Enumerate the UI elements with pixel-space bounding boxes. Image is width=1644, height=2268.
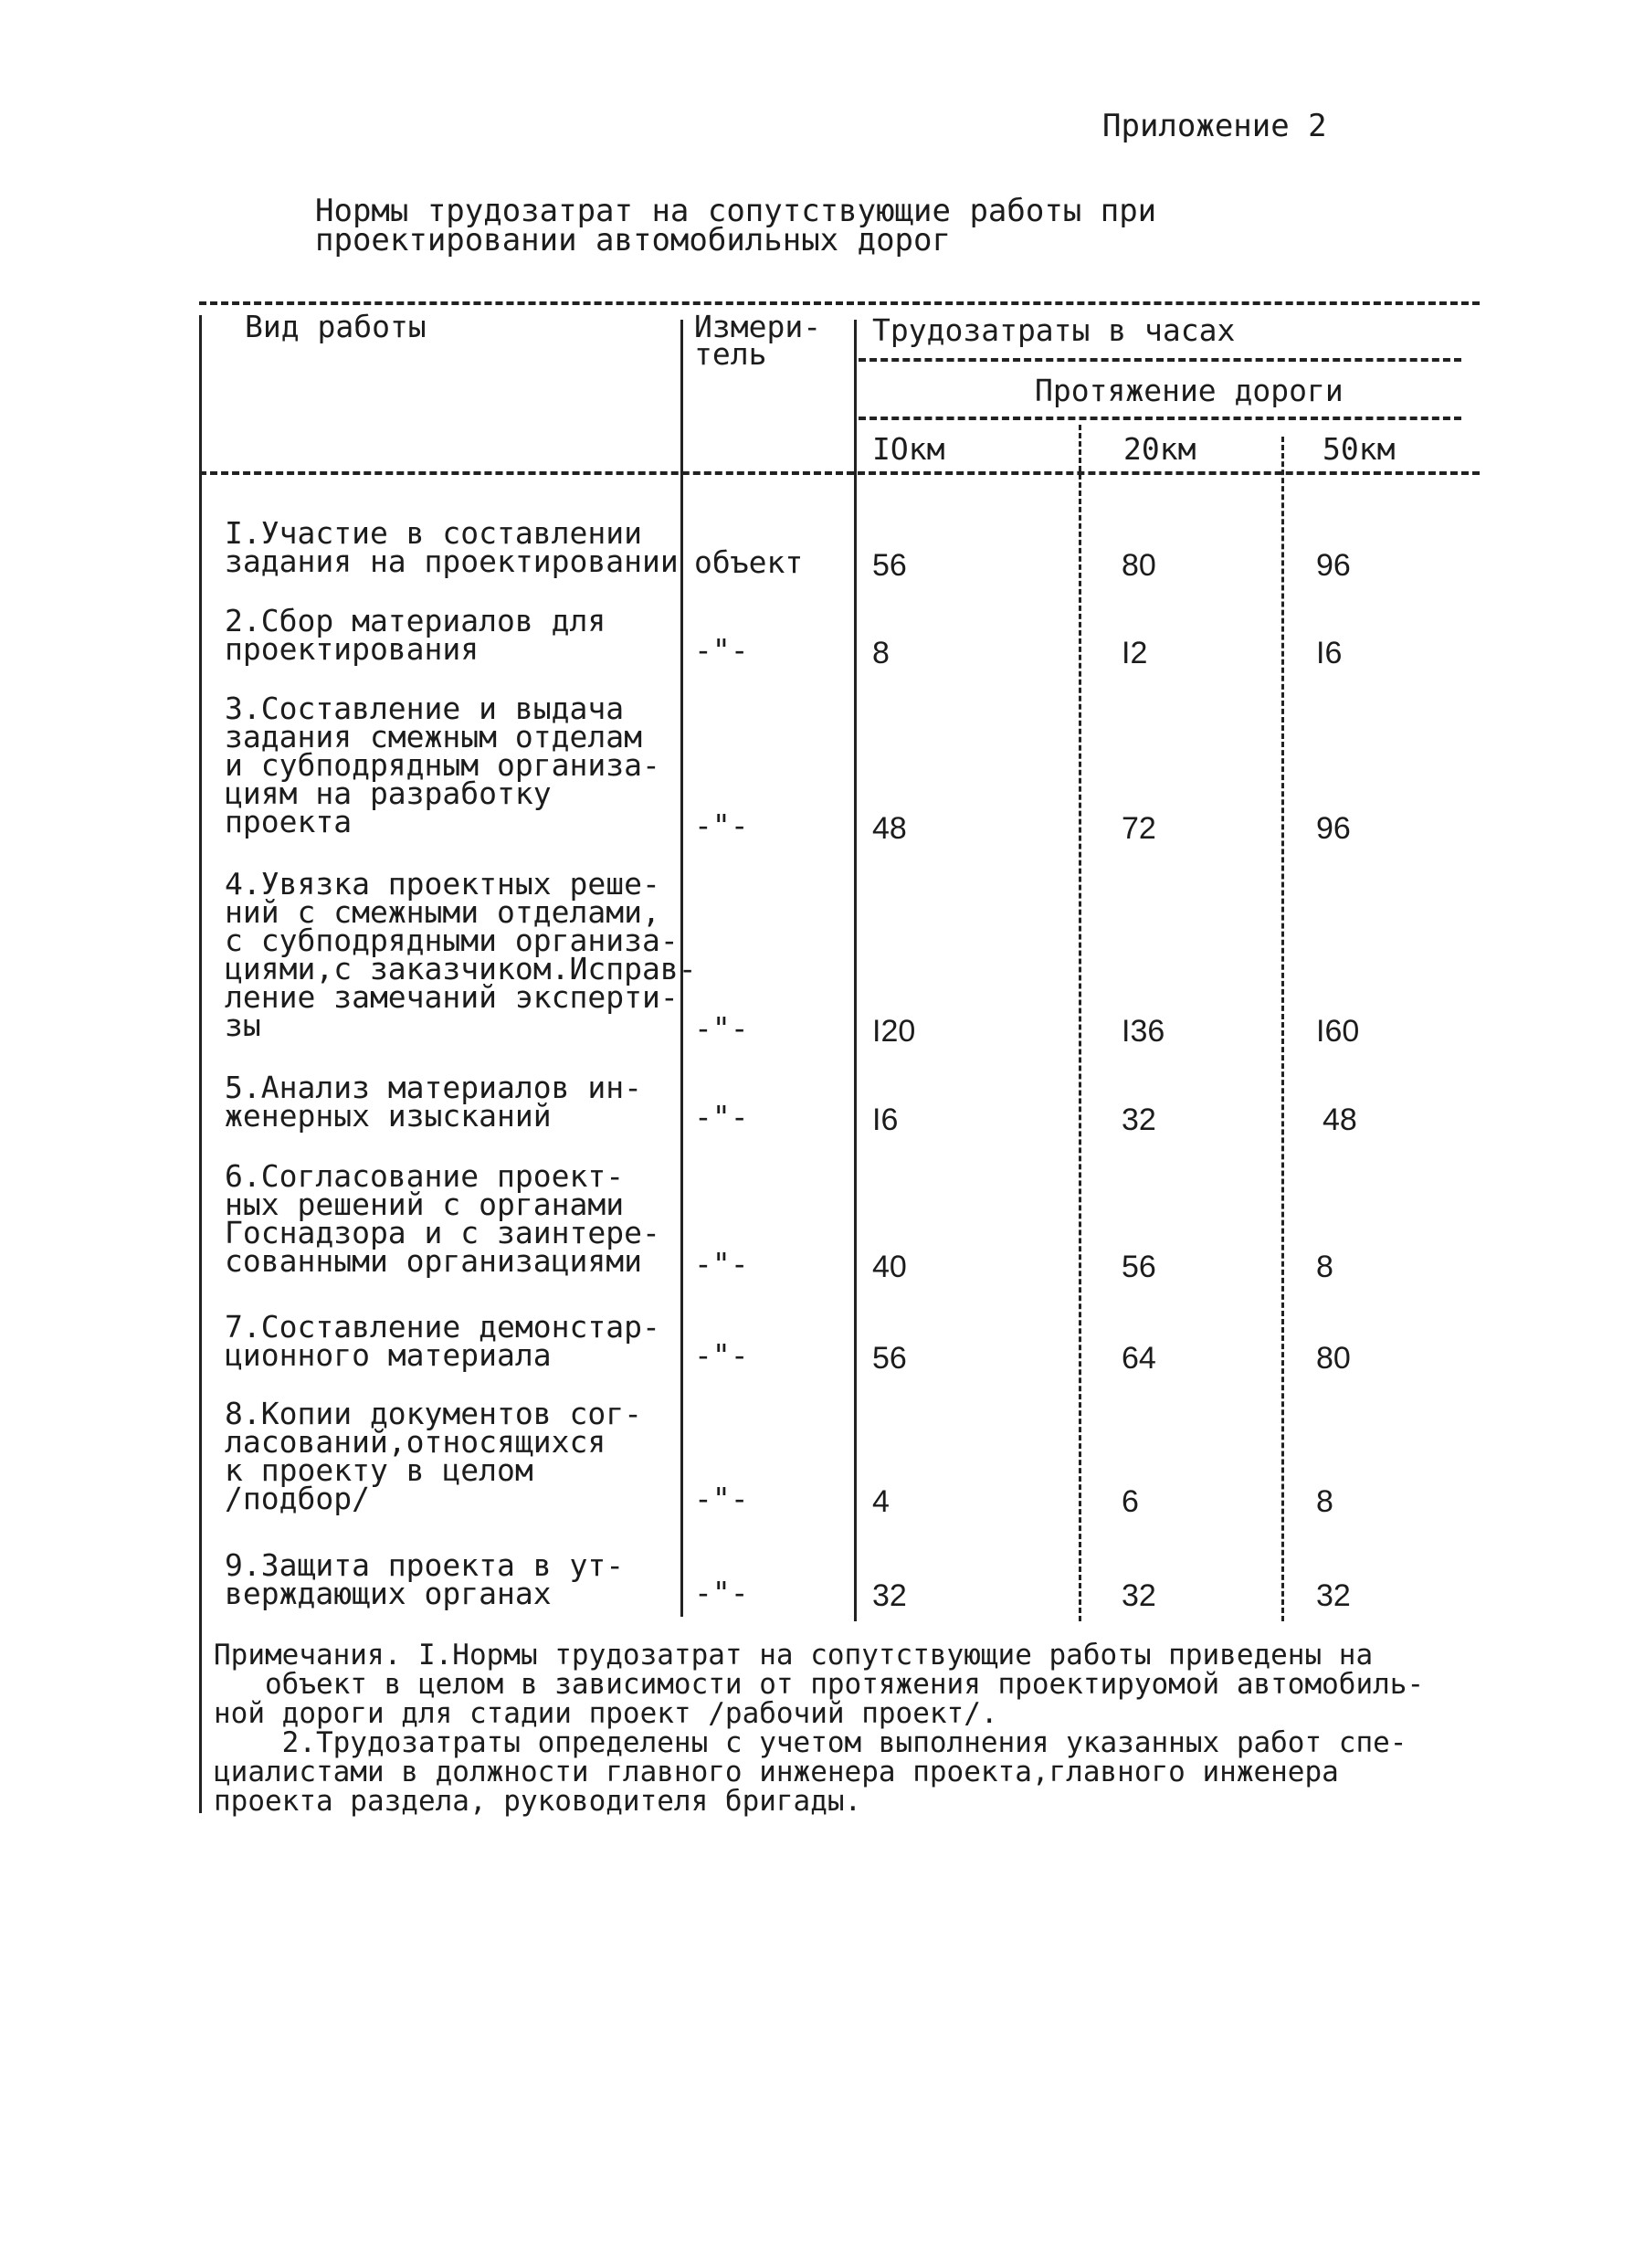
value-10km: 4 bbox=[872, 1484, 890, 1519]
header-col-10km: IOкм bbox=[872, 431, 945, 467]
value-10km: 32 bbox=[872, 1578, 907, 1613]
col-20km-divider bbox=[1079, 425, 1081, 1621]
work-type-cell: 6.Согласование проект- ных решений с органами Госнадзора и с заинтере- сованными организациями bbox=[225, 1158, 660, 1279]
value-50km: 8 bbox=[1316, 1250, 1333, 1284]
value-20km: 80 bbox=[1122, 548, 1156, 583]
unit-cell: -"- bbox=[694, 632, 749, 668]
value-10km: I6 bbox=[872, 1102, 899, 1137]
unit-cell: -"- bbox=[694, 1337, 749, 1373]
col-50km-divider bbox=[1281, 437, 1284, 1621]
unit-cell: -"- bbox=[694, 1099, 749, 1134]
value-10km: 8 bbox=[872, 636, 890, 670]
left-border bbox=[199, 315, 202, 1813]
value-10km: I20 bbox=[872, 1014, 916, 1049]
value-50km: 8 bbox=[1316, 1484, 1333, 1519]
labor-hours-rule bbox=[859, 358, 1461, 362]
value-20km: 72 bbox=[1122, 811, 1156, 846]
unit-cell: -"- bbox=[694, 1575, 749, 1610]
header-unit: Измери- тель bbox=[694, 309, 822, 372]
value-50km: 48 bbox=[1323, 1102, 1357, 1137]
unit-cell: -"- bbox=[694, 1246, 749, 1282]
work-type-cell: 5.Анализ материалов ин- женерных изысканий bbox=[225, 1070, 642, 1134]
unit-cell: -"- bbox=[694, 1481, 749, 1516]
road-length-rule bbox=[859, 417, 1461, 420]
document-title: Нормы трудозатрат на сопутствующие работы при проектировании автомобильных дорог bbox=[315, 193, 1157, 258]
work-type-cell: 3.Составление и выдача задания смежным отделам и субподрядным организа- циям на разработку проекта bbox=[225, 691, 660, 839]
table-top-rule bbox=[199, 301, 1480, 305]
value-20km: 6 bbox=[1122, 1484, 1139, 1519]
value-50km: 96 bbox=[1316, 811, 1351, 846]
header-labor-hours: Трудозатраты в часах bbox=[872, 312, 1236, 348]
unit-cell: -"- bbox=[694, 1010, 749, 1046]
value-20km: 64 bbox=[1122, 1341, 1156, 1376]
value-10km: 56 bbox=[872, 1341, 907, 1376]
work-type-cell: 9.Защита проекта в ут- верждающих органах bbox=[225, 1547, 625, 1611]
header-road-length: Протяжение дороги bbox=[1035, 373, 1344, 408]
value-20km: I2 bbox=[1122, 636, 1148, 670]
value-10km: 56 bbox=[872, 548, 907, 583]
value-50km: 80 bbox=[1316, 1341, 1351, 1376]
hours-column-divider bbox=[854, 320, 857, 1621]
value-20km: 56 bbox=[1122, 1250, 1156, 1284]
work-type-cell: 4.Увязка проектных реше- ний с смежными отделами, с субподрядными организа- циями,с заказчиком.Исправ- ление замечаний эксперти- зы bbox=[225, 866, 697, 1043]
work-type-cell: 7.Составление демонстар- ционного материала bbox=[225, 1309, 660, 1373]
appendix-label: Приложение 2 bbox=[1102, 108, 1327, 144]
value-50km: 96 bbox=[1316, 548, 1351, 583]
value-20km: 32 bbox=[1122, 1102, 1156, 1137]
value-50km: 32 bbox=[1316, 1578, 1351, 1613]
notes: Примечания. I.Нормы трудозатрат на сопутствующие работы приведены на объект в целом в зависимости от протяжения проектируомой автомобиль- ной дороги для стадии проект /рабочий проект/. 2.Трудозатраты определены с учетом выполнения указанных работ спе- циалистами в должности главного инженера проекта,главного инженера проекта раздела, руководителя бригады. bbox=[214, 1639, 1425, 1818]
work-type-cell: I.Участие в составлении задания на проектировании bbox=[225, 515, 679, 579]
value-20km: I36 bbox=[1122, 1014, 1165, 1049]
unit-cell: объект bbox=[694, 544, 804, 580]
work-type-cell: 8.Копии документов сог- ласований,относящихся к проекту в целом /подбор/ bbox=[225, 1396, 642, 1516]
value-10km: 48 bbox=[872, 811, 907, 846]
value-50km: I6 bbox=[1316, 636, 1343, 670]
unit-cell: -"- bbox=[694, 807, 749, 843]
value-10km: 40 bbox=[872, 1250, 907, 1284]
value-50km: I60 bbox=[1316, 1014, 1360, 1049]
header-col-20km: 20км bbox=[1123, 431, 1196, 467]
header-bottom-rule bbox=[199, 471, 1480, 475]
header-work-type: Вид работы bbox=[245, 309, 427, 344]
value-20km: 32 bbox=[1122, 1578, 1156, 1613]
work-type-cell: 2.Сбор материалов для проектирования bbox=[225, 603, 606, 667]
header-col-50km: 50км bbox=[1323, 431, 1396, 467]
